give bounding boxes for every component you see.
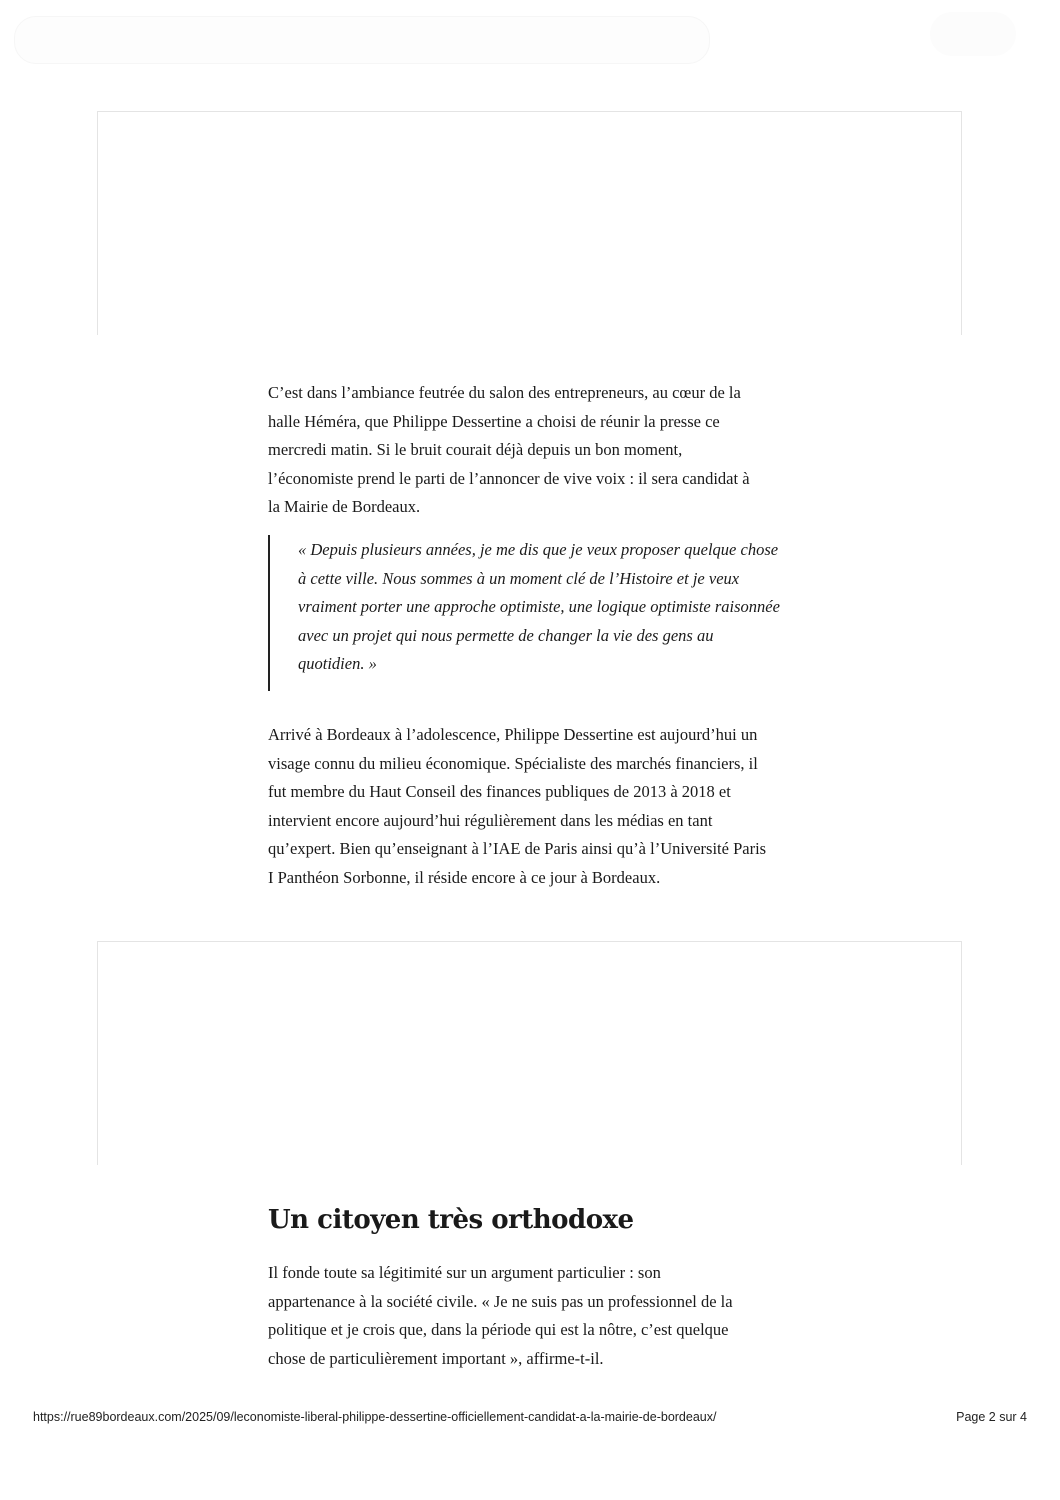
quote-line: à cette ville. Nous sommes à un moment clé de l’Histoire et je veux xyxy=(298,568,740,588)
text-line: qu’expert. Bien qu’enseignant à l’IAE de Paris ainsi qu’à l’Université Paris xyxy=(268,839,767,859)
ad-placeholder-1 xyxy=(97,111,962,335)
text-line: Arrivé à Bordeaux à l’adolescence, Philippe Dessertine est aujourd’hui un xyxy=(268,725,758,744)
quote-line: quotidien. » xyxy=(298,654,377,674)
text-line: fut membre du Haut Conseil des finances publiques de 2013 à 2018 et xyxy=(268,782,731,802)
faded-header-button xyxy=(930,12,1016,56)
text-line: I Panthéon Sorbonne, il réside encore à ce jour à Bordeaux. xyxy=(268,867,661,887)
text-line: l’économiste prend le parti de l’annoncer de vive voix : il sera candidat à xyxy=(268,468,750,488)
quote-line: « Depuis plusieurs années, je me dis que je veux proposer quelque chose xyxy=(298,540,779,559)
section-heading: Un citoyen très orthodoxe xyxy=(268,1205,634,1235)
faded-header-bar xyxy=(14,16,710,64)
print-footer-url: https://rue89bordeaux.com/2025/09/leconomiste-liberal-philippe-dessertine-officiellement-candidat-a-la-mairie-de-bordeaux/ xyxy=(33,1410,717,1424)
text-line: visage connu du milieu économique. Spécialiste des marchés financiers, il xyxy=(268,753,758,773)
text-line: intervient encore aujourd’hui régulièrement dans les médias en tant xyxy=(268,810,713,830)
text-line: halle Héméra, que Philippe Dessertine a choisi de réunir la presse ce xyxy=(268,411,720,431)
paragraph-civil-society xyxy=(268,1259,808,1373)
paragraph-intro xyxy=(268,379,808,522)
paragraph-bio xyxy=(268,721,808,893)
text-line: chose de particulièrement important », affirme-t-il. xyxy=(268,1348,604,1368)
text-line: politique et je crois que, dans la période qui est la nôtre, c’est quelque xyxy=(268,1320,729,1340)
text-line: Il fonde toute sa légitimité sur un argument particulier : son xyxy=(268,1263,661,1282)
quote-line: vraiment porter une approche optimiste, une logique optimiste raisonnée xyxy=(298,597,780,617)
text-line: mercredi matin. Si le bruit courait déjà depuis un bon moment, xyxy=(268,440,683,460)
print-footer-page-number: Page 2 sur 4 xyxy=(956,1410,1027,1424)
text-line: la Mairie de Bordeaux. xyxy=(268,497,421,517)
quote-line: avec un projet qui nous permette de changer la vie des gens au xyxy=(298,625,714,645)
text-line: C’est dans l’ambiance feutrée du salon des entrepreneurs, au cœur de la xyxy=(268,383,741,402)
text-line: appartenance à la société civile. « Je ne suis pas un professionnel de la xyxy=(268,1291,733,1311)
blockquote xyxy=(298,536,780,679)
ad-placeholder-2 xyxy=(97,941,962,1165)
blockquote-bar xyxy=(268,535,270,691)
